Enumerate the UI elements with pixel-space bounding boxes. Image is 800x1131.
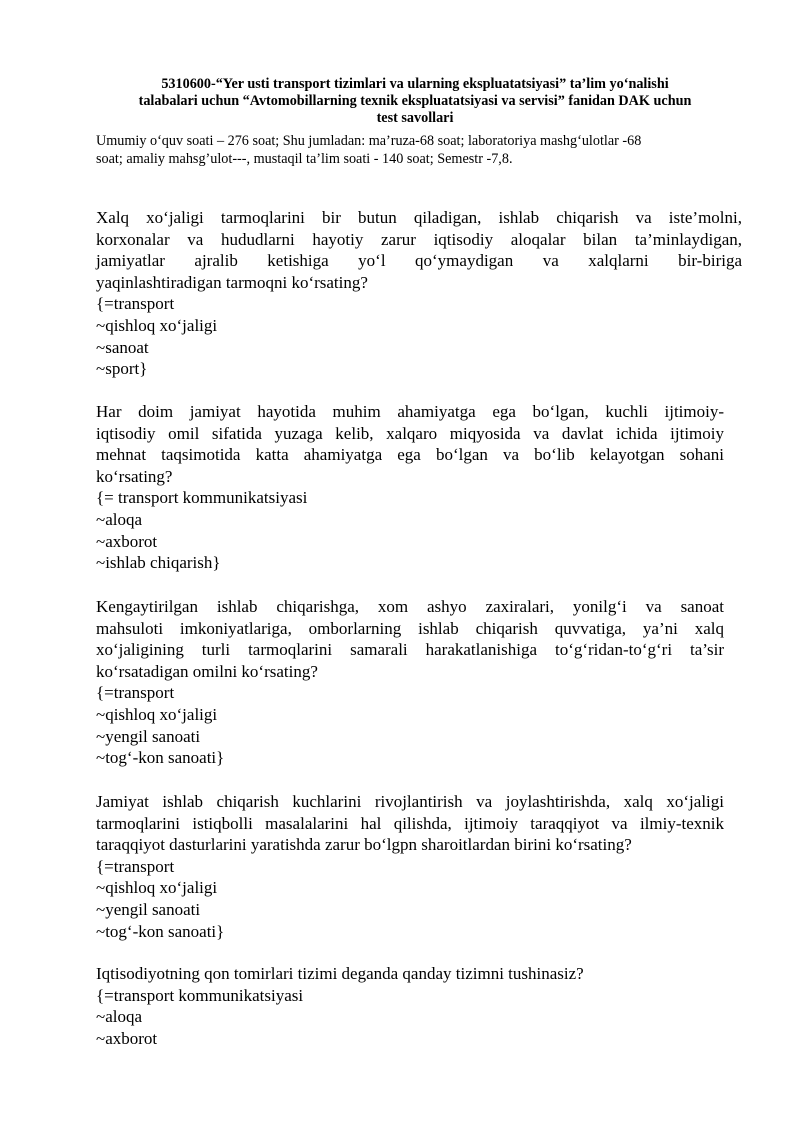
answer-option: {=transport (96, 294, 175, 314)
question-text-line: Kengaytirilgan ishlab chiqarishga, xom ashyo zaxiralari, yonilg‘i va sanoat (96, 597, 724, 616)
answer-option: ~yengil sanoati (96, 899, 201, 919)
title-line-2: talabalari uchun “Avtomobillarning texnik ekspluatatsiyasi va servisi” fanidan DAK uchun (138, 93, 692, 110)
answer-option: ~tog‘-kon sanoati} (96, 748, 225, 768)
document-title (96, 76, 734, 128)
question-text-line: jamiyatlar ajralib ketishiga yo‘l qo‘ymaydigan va xalqlarni bir-biriga (96, 251, 742, 271)
answer-option: ~qishloq xo‘jaligi (96, 878, 218, 898)
answer-option: ~qishloq xo‘jaligi (96, 704, 218, 724)
title-line-1: 5310600-“Yer usti transport tizimlari va ularning ekspluatatsiyasi” ta’lim yo‘nalishi (161, 76, 669, 92)
question-text-line: mahsuloti imkoniyatlariga, omborlarning ishlab chiqarish quvvatiga, ya’ni xalq (96, 618, 724, 638)
question-text-line: tarmoqlarini istiqbolli masalalarini hal qilishda, ijtimoiy taraqqiyot va ilmiy-texnik (96, 813, 724, 833)
title-line-3: test savollari (376, 110, 454, 127)
answer-option: {=transport kommunikatsiyasi (96, 985, 304, 1005)
answer-option: ~sport} (96, 359, 148, 379)
question-text-line: ko‘rsating? (96, 466, 173, 486)
question-text-line: Jamiyat ishlab chiqarish kuchlarini rivojlantirish va joylashtirishda, xalq xo‘jaligi (96, 792, 724, 811)
answer-option: {= transport kommunikatsiyasi (96, 488, 308, 508)
answer-option: ~qishloq xo‘jaligi (96, 315, 218, 335)
question-text-line: Har doim jamiyat hayotida muhim ahamiyatga ega bo‘lgan, kuchli ijtimoiy- (96, 402, 724, 421)
question-text-line: Iqtisodiyotning qon tomirlari tizimi deganda qanday tizimni tushinasiz? (96, 964, 584, 983)
meta-line-2: soat; amaliy mahsg’ulot---, mustaqil ta’lim soati - 140 soat; Semestr -7,8. (96, 151, 513, 167)
answer-option: ~aloqa (96, 1007, 143, 1027)
question-3 (96, 596, 724, 769)
answer-option: ~axborot (96, 1028, 158, 1048)
question-text-line: ko‘rsatadigan omilni ko‘rsating? (96, 661, 318, 681)
question-1 (96, 207, 742, 380)
answer-option: ~sanoat (96, 337, 149, 357)
answer-option: {=transport (96, 683, 175, 703)
question-text-line: mehnat taqsimotida katta ahamiyatga ega bo‘lgan va bo‘lib kelayotgan sohani (96, 445, 724, 465)
question-text-line: taraqqiyot dasturlarini yaratishda zarur bo‘lgpn sharoitlardan birini ko‘rsating? (96, 835, 632, 855)
question-text-line: xo‘jaligining turli tarmoqlarini samarali harakatlanishiga to‘g‘ridan-to‘g‘ri ta’sir (96, 640, 724, 660)
question-4 (96, 791, 724, 942)
question-text-line: Xalq xo‘jaligi tarmoqlarini bir butun qiladigan, ishlab chiqarish va iste’molni, (96, 208, 742, 227)
answer-option: {=transport (96, 856, 175, 876)
answer-option: ~aloqa (96, 509, 143, 529)
question-text-line: iqtisodiy omil sifatida yuzaga kelib, xalqaro miqyosida va davlat ichida ijtimoiy (96, 423, 724, 443)
answer-option: ~ishlab chiqarish} (96, 553, 221, 573)
question-2 (96, 401, 724, 574)
meta-line-1: Umumiy o‘quv soati – 276 soat; Shu jumladan: ma’ruza-68 soat; laboratoriya mashg‘ulotlar -68 (96, 133, 642, 149)
course-hours-info (96, 132, 736, 168)
answer-option: ~axborot (96, 531, 158, 551)
answer-option: ~tog‘-kon sanoati} (96, 921, 225, 941)
answer-option: ~yengil sanoati (96, 726, 201, 746)
question-5 (96, 963, 724, 1049)
question-text-line: korxonalar va hududlarni hayotiy zarur iqtisodiy aloqalar bilan ta’minlaydigan, (96, 229, 742, 249)
question-text-line: yaqinlashtiradigan tarmoqni ko‘rsating? (96, 272, 368, 292)
